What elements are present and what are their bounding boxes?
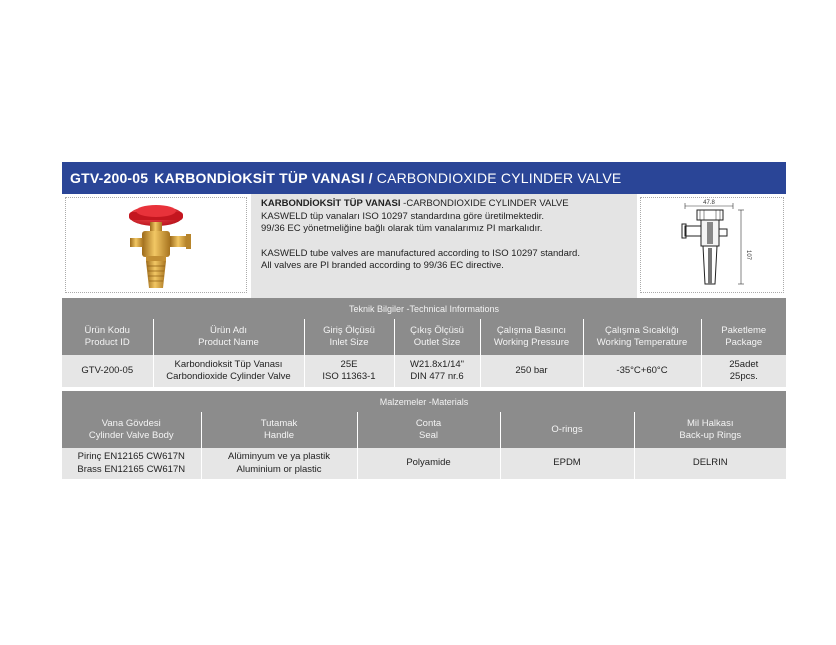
co2-valve-image xyxy=(66,198,246,292)
col-header-handle: Tutamak Handle xyxy=(201,412,357,448)
technical-drawing xyxy=(640,197,784,293)
product-name-en-title: CARBONDIOXIDE CYLINDER VALVE xyxy=(376,170,622,186)
col-header-outlet-size: Çıkış Ölçüsü Outlet Size xyxy=(394,319,480,355)
valve-photo xyxy=(65,197,247,293)
valve-dimension-drawing xyxy=(641,198,783,292)
cell-product-name: Karbondioksit Tüp Vanası Carbondioxide Cylinder Valve xyxy=(153,355,304,387)
technical-info-table xyxy=(62,319,786,387)
product-code-title: GTV-200-05 xyxy=(70,170,149,186)
materials-header-row xyxy=(62,412,786,448)
drawing-height-label: 107 xyxy=(745,250,751,261)
cell-package: 25adet 25pcs. xyxy=(701,355,786,387)
technical-info-header: Teknik Bilgiler -Technical Informations xyxy=(62,298,786,319)
intro-section xyxy=(62,194,786,298)
cell-valve-body: Pirinç EN12165 CW617N Brass EN12165 CW617N xyxy=(62,448,201,479)
title-separator: / xyxy=(368,170,373,186)
product-sheet xyxy=(62,162,786,479)
product-name-tr-title: KARBONDİOKSİT TÜP VANASI xyxy=(154,170,365,186)
table-row xyxy=(62,448,786,479)
col-header-seal: Conta Seal xyxy=(357,412,500,448)
description-heading-tr: KARBONDİOKSİT TÜP VANASI xyxy=(261,198,401,209)
materials-table xyxy=(62,412,786,479)
drawing-width-label: 47.8 xyxy=(703,200,715,206)
materials-header: Malzemeler -Materials xyxy=(62,391,786,412)
cell-outlet-size: W21.8x1/14" DIN 477 nr.6 xyxy=(394,355,480,387)
technical-header-row xyxy=(62,319,786,355)
col-header-valve-body: Vana Gövdesi Cylinder Valve Body xyxy=(62,412,201,448)
col-header-inlet-size: Giriş Ölçüsü Inlet Size xyxy=(304,319,394,355)
col-header-package: Paketleme Package xyxy=(701,319,786,355)
title-bar xyxy=(62,162,786,194)
cell-working-temperature: -35°C+60°C xyxy=(583,355,701,387)
description-tr-line2: 99/36 EC yönetmeliğine bağlı olarak tüm vanalarımız PI markalıdır. xyxy=(261,223,543,234)
col-header-product-name: Ürün Adı Product Name xyxy=(153,319,304,355)
cell-handle: Alüminyum ve ya plastik Aluminium or plastic xyxy=(201,448,357,479)
description-en-line1: KASWELD tube valves are manufactured according to ISO 10297 standard. xyxy=(261,247,580,259)
col-header-backup-rings: Mil Halkası Back-up Rings xyxy=(634,412,786,448)
cell-o-rings: EPDM xyxy=(500,448,634,479)
cell-seal: Polyamide xyxy=(357,448,500,479)
col-header-o-rings: O-rings xyxy=(500,412,634,448)
cell-working-pressure: 250 bar xyxy=(480,355,583,387)
col-header-working-pressure: Çalışma Basıncı Working Pressure xyxy=(480,319,583,355)
description-box xyxy=(251,194,637,298)
col-header-working-temperature: Çalışma Sıcaklığı Working Temperature xyxy=(583,319,701,355)
cell-product-id: GTV-200-05 xyxy=(62,355,153,387)
col-header-product-id: Ürün Kodu Product ID xyxy=(62,319,153,355)
description-heading-en: -CARBONDIOXIDE CYLINDER VALVE xyxy=(400,198,569,209)
cell-backup-rings: DELRIN xyxy=(634,448,786,479)
description-tr-line1: KASWELD tüp vanaları ISO 10297 standardına göre üretilmektedir. xyxy=(261,210,545,222)
table-row xyxy=(62,355,786,387)
description-en-line2: All valves are PI branded according to 99/36 EC directive. xyxy=(261,260,504,271)
cell-inlet-size: 25E ISO 11363-1 xyxy=(304,355,394,387)
